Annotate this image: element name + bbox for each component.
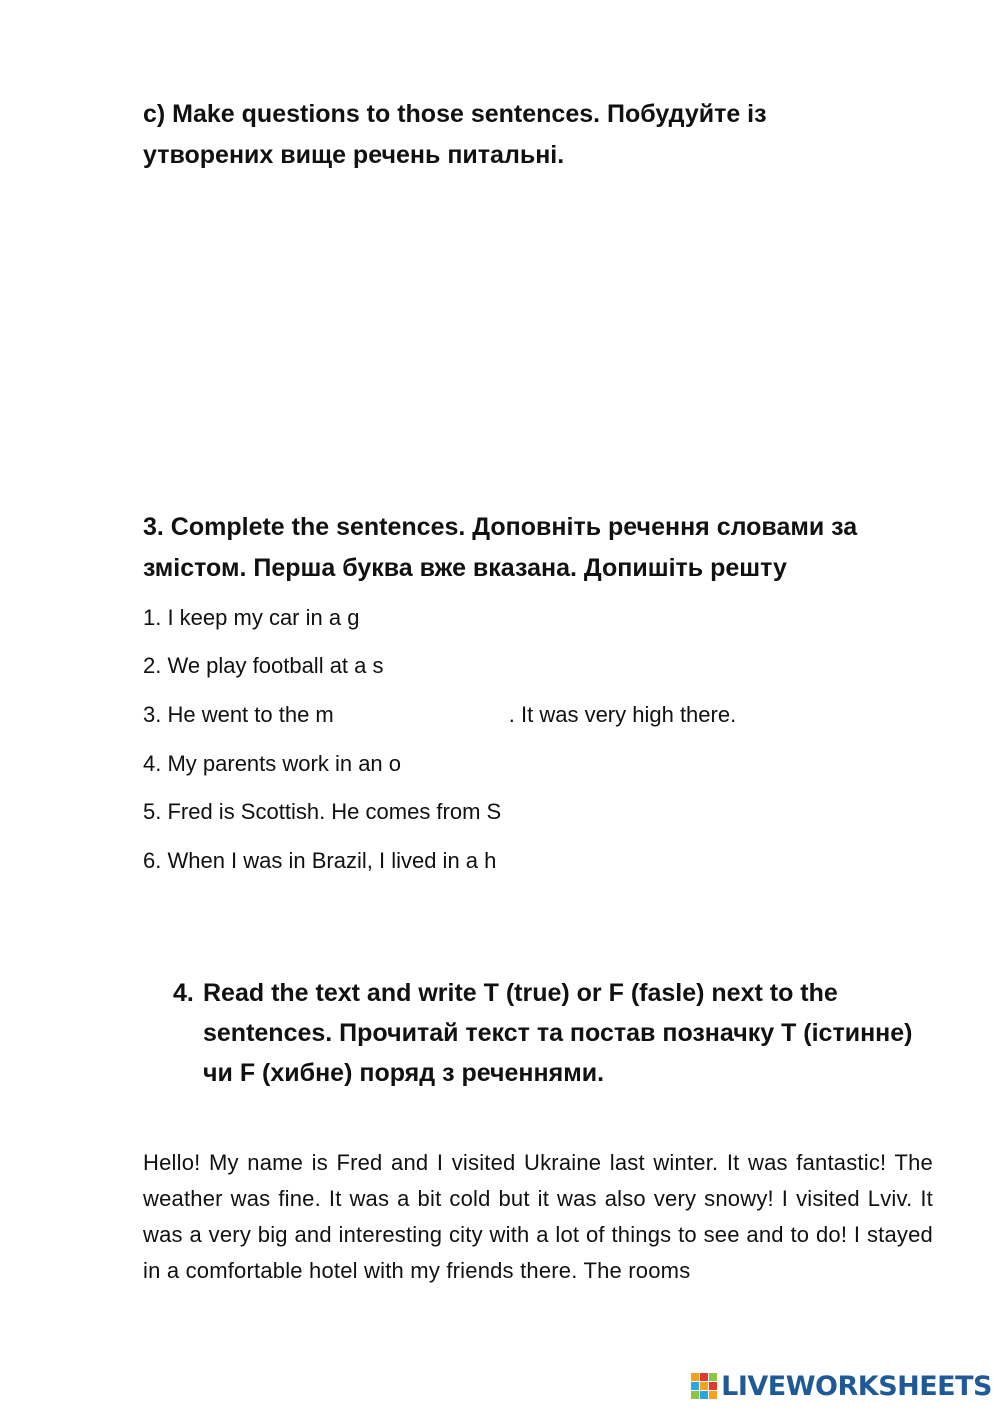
sentence-text: 6. When I was in Brazil, I lived in a h	[143, 848, 497, 873]
sentence-text: 2. We play football at a s	[143, 653, 384, 678]
answer-input-1[interactable]	[359, 608, 534, 630]
logo-mark-cell	[700, 1373, 708, 1381]
sentence-item-3	[143, 701, 736, 729]
answer-input-4[interactable]	[401, 754, 576, 776]
logo-mark-cell	[700, 1391, 708, 1399]
answer-input-3[interactable]	[334, 705, 509, 727]
logo-text: LIVEWORKSHEETS	[721, 1370, 992, 1402]
logo-mark-cell	[691, 1391, 699, 1399]
logo-mark-cell	[691, 1373, 699, 1381]
sentence-item-6	[143, 847, 671, 875]
sentence-item-4	[143, 750, 576, 778]
section-3-heading: 3. Complete the sentences. Доповніть речення словами за змістом. Перша буква вже вказана. Допишіть решту	[143, 513, 858, 582]
section-c-heading: c) Make questions to those sentences. Побудуйте із утворених вище речень питальні.	[143, 100, 767, 169]
logo-mark-cell	[691, 1382, 699, 1390]
answer-input-2[interactable]	[384, 656, 559, 678]
reading-paragraph: Hello! My name is Fred and I visited Ukraine last winter. It was fantastic! The weather was fine. It was a bit cold but it was also very snowy! I visited Lviv. It was a very big and interesting city with a lot of things to see and to do! I stayed in a comfortable hotel with my friends there. The rooms	[143, 1150, 933, 1283]
sentence-text: 4. My parents work in an o	[143, 751, 402, 776]
section-4-heading: Read the text and write T (true) or F (fasle) next to the sentences. Прочитай текст та постав позначку Т (істинне) чи F (хибне) поряд з реченнями.	[203, 979, 913, 1087]
logo-mark-cell	[709, 1373, 717, 1381]
sentence-item-1	[143, 604, 534, 632]
sentence-text: 3. He went to the m	[143, 702, 334, 727]
logo-mark-cell	[709, 1391, 717, 1399]
logo-mark-cell	[700, 1382, 708, 1390]
sentence-item-5	[143, 798, 676, 826]
section-4-number: 4.	[173, 979, 194, 1007]
liveworksheets-logo	[691, 1369, 992, 1403]
sentence-text-after: . It was very high there.	[508, 702, 737, 727]
sentence-text: 1. I keep my car in a g	[143, 605, 360, 630]
logo-mark-cell	[709, 1382, 717, 1390]
logo-mark-icon	[691, 1373, 717, 1399]
answer-input-5[interactable]	[501, 802, 676, 824]
sentence-text: 5. Fred is Scottish. He comes from S	[143, 799, 502, 824]
answer-input-6[interactable]	[496, 851, 671, 873]
sentence-item-2	[143, 652, 559, 680]
